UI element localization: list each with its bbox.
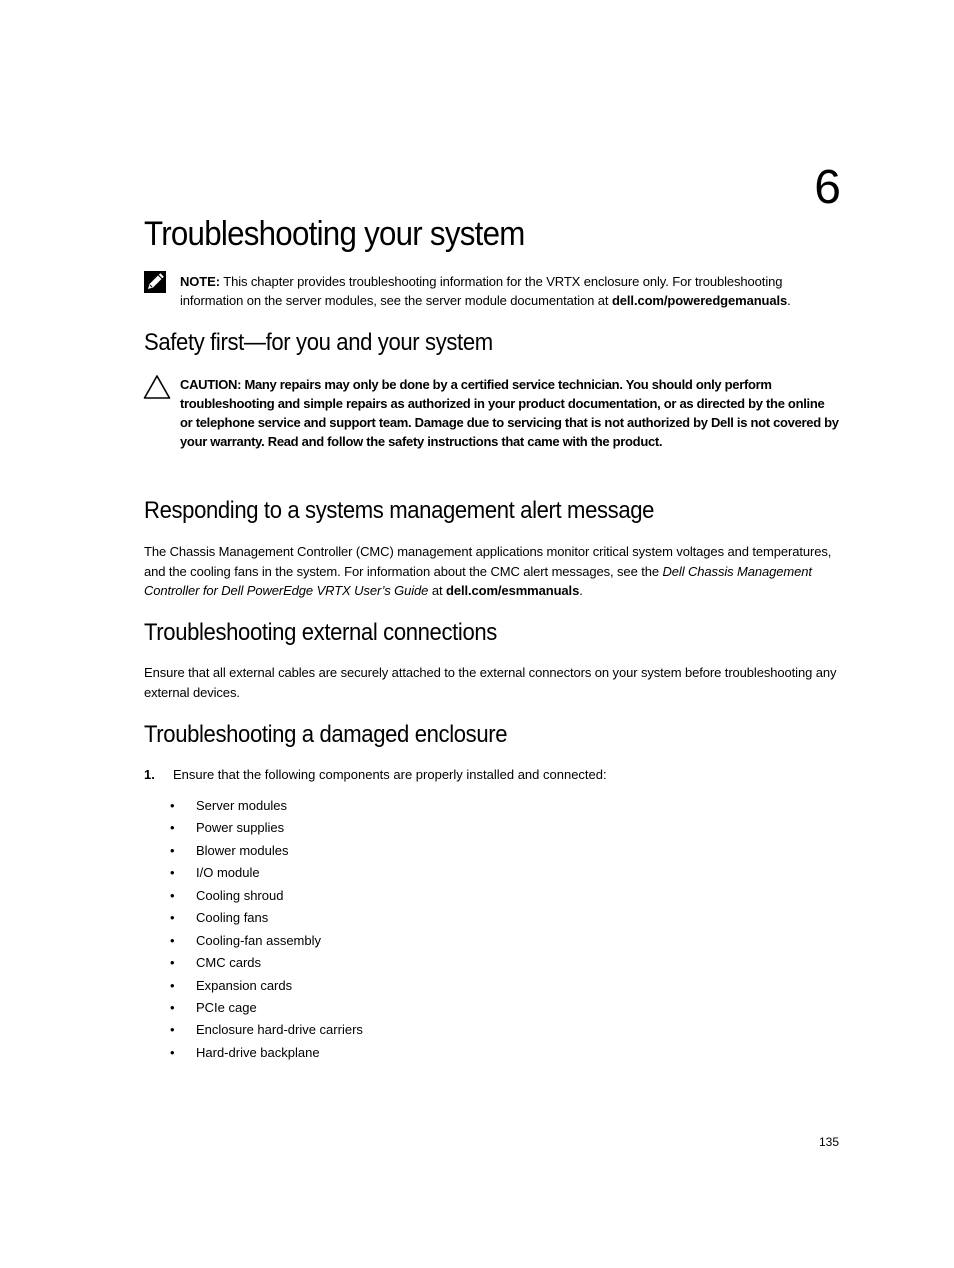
- bullet-icon: •: [170, 798, 175, 813]
- caution-text: CAUTION: Many repairs may only be done by a certified service technician. You should only perform troubleshooting and simple repairs as authorized in your product documentation, or as directed by the online or telephone service and support team. Damage due to servicing that is not authorized by Dell is not covered by your warranty. Read and follow the safety instructions that came with the product.: [180, 377, 839, 449]
- alert-paragraph: [144, 542, 844, 601]
- cmc-guide-title: Dell Chassis Management Controller for Dell PowerEdge VRTX User’s Guide: [144, 563, 812, 598]
- alert-heading: Responding to a systems management alert message: [144, 497, 655, 524]
- component-label: Server modules: [196, 798, 288, 813]
- bullet-icon: •: [170, 1022, 175, 1038]
- component-label: Blower modules: [196, 842, 289, 858]
- note-pencil-icon: [144, 271, 166, 293]
- bullet-icon: •: [170, 820, 175, 836]
- bullet-icon: •: [170, 977, 175, 993]
- alert-text-part-3: .: [579, 583, 583, 598]
- component-label: Enclosure hard-drive carriers: [196, 1022, 363, 1038]
- enclosure-heading: Troubleshooting a damaged enclosure: [144, 721, 508, 748]
- bullet-icon: •: [170, 932, 175, 948]
- component-label: Power supplies: [196, 820, 285, 836]
- safety-heading: Safety first—for you and your system: [144, 329, 493, 356]
- component-label: CMC cards: [196, 955, 262, 971]
- note-text: [180, 272, 840, 310]
- bullet-icon: •: [170, 865, 175, 881]
- caution-triangle-icon: [143, 374, 171, 400]
- component-label: Expansion cards: [196, 977, 293, 993]
- external-paragraph: Ensure that all external cables are securely attached to the external connectors on your system before troubleshooting any external devices.: [144, 665, 837, 700]
- alert-text-part-2: at: [428, 583, 446, 598]
- external-heading: Troubleshooting external connections: [144, 619, 497, 646]
- chapter-number: 6: [814, 161, 840, 214]
- note-text-part-1: This chapter provides troubleshooting information for the VRTX enclosure only. For troubleshooting information on the server modules, see the server module documentation at: [180, 274, 783, 308]
- page-number: 135: [818, 1135, 839, 1149]
- bullet-icon: •: [170, 999, 175, 1015]
- component-label: PCIe cage: [196, 999, 257, 1015]
- poweredge-manuals-link[interactable]: dell.com/poweredgemanuals: [611, 293, 788, 308]
- component-label: I/O module: [196, 865, 260, 881]
- bullet-icon: •: [170, 887, 175, 903]
- bullet-icon: •: [170, 842, 175, 858]
- component-label: Hard-drive backplane: [196, 1044, 320, 1060]
- bullet-icon: •: [170, 910, 175, 926]
- note-text-part-2: .: [787, 293, 791, 308]
- bullet-icon: •: [170, 955, 175, 971]
- bullet-icon: •: [170, 1044, 175, 1060]
- component-label: Cooling fans: [196, 910, 269, 926]
- esm-manuals-link[interactable]: dell.com/esmmanuals: [445, 583, 580, 598]
- note-label: NOTE:: [180, 274, 220, 289]
- alert-text-part-1: The Chassis Management Controller (CMC) management applications monitor critical system voltages and temperatures, and the cooling fans in the system. For information about the CMC alert messages, see the: [144, 544, 832, 579]
- step-text: Ensure that the following components are properly installed and connected:: [173, 767, 607, 782]
- page-title: Troubleshooting your system: [144, 215, 525, 253]
- component-label: Cooling shroud: [196, 887, 284, 903]
- step-number: 1.: [144, 767, 155, 782]
- component-label: Cooling-fan assembly: [196, 932, 322, 948]
